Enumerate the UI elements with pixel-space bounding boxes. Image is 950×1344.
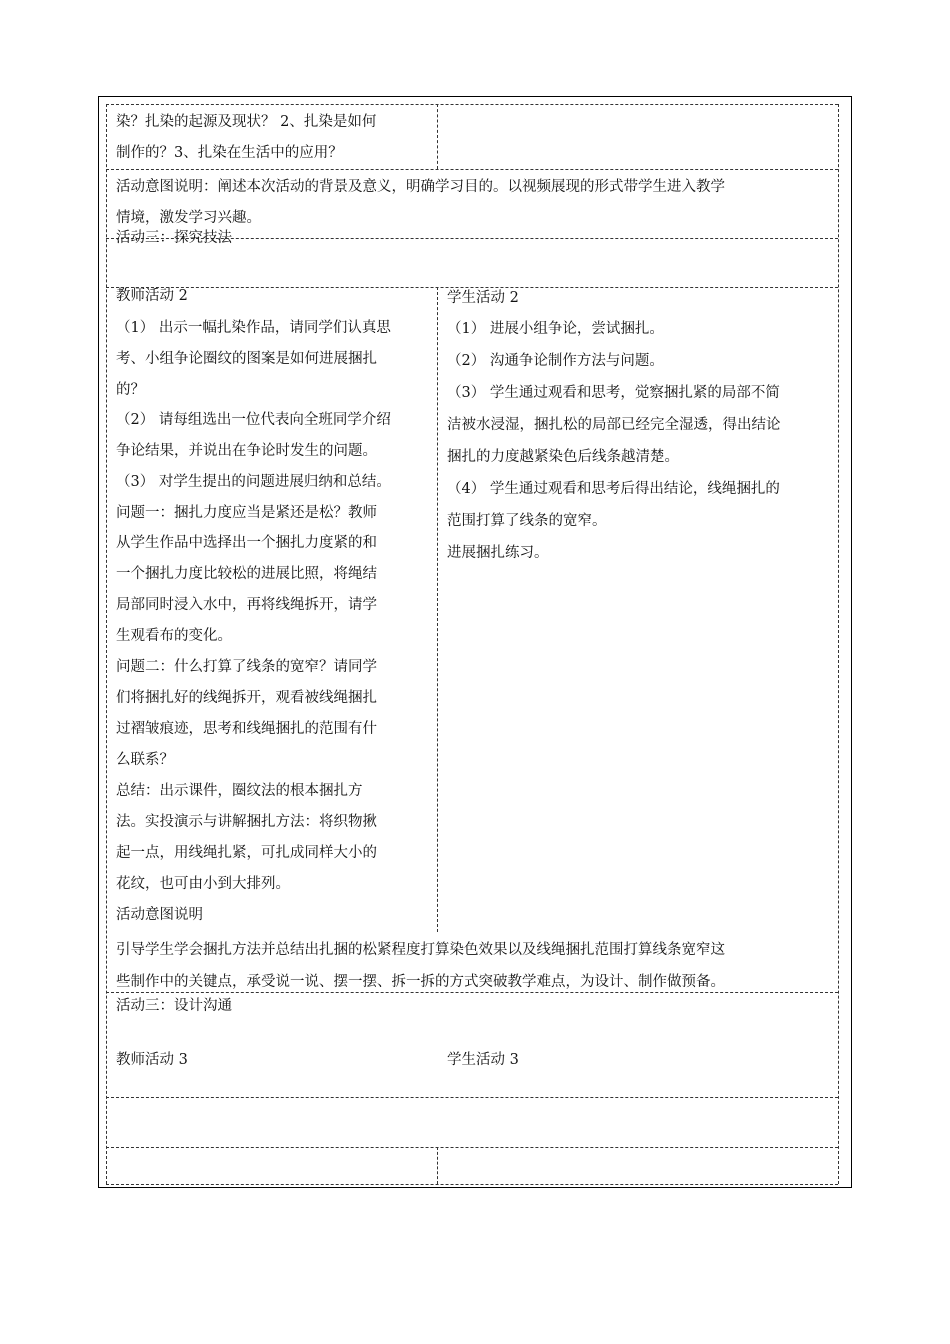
student-line: （1） 进展小组争论，尝试捆扎。: [447, 321, 664, 337]
row1-line: 染？扎染的起源及现状？ 2、扎染是如何: [116, 114, 377, 130]
student-line: 范围打算了线条的宽窄。: [447, 513, 607, 529]
student-line: （4） 学生通过观看和思考后得出结论，线绳捆扎的: [447, 481, 780, 497]
intent-line: 引导学生学会捆扎方法并总结出扎捆的松紧程度打算染色效果以及线绳捆扎范围打算线条宽窄这: [116, 942, 725, 958]
teacher-line: 么联系？: [116, 752, 174, 768]
student-activity-header: 学生活动 2: [447, 290, 519, 306]
row-divider: [106, 1097, 838, 1098]
student-line: （2） 沟通争论制作方法与问题。: [447, 353, 664, 369]
teacher-line: 生观看布的变化。: [116, 628, 232, 644]
section-title: 活动三：设计沟通: [116, 998, 232, 1014]
teacher-line: （1） 出示一幅扎染作品，请同学们认真思: [116, 320, 391, 336]
column-divider: [106, 104, 107, 1184]
teacher-line: 从学生作品中选择出一个捆扎力度紧的和: [116, 535, 377, 551]
teacher-line: 问题一：捆扎力度应当是紧还是松？教师: [116, 505, 377, 521]
teacher-line: 考、小组争论圈纹的图案是如何进展捆扎: [116, 351, 377, 367]
teacher-line: 过褶皱痕迹，思考和线绳捆扎的范围有什: [116, 721, 377, 737]
teacher-line: 局部同时浸入水中，再将线绳拆开，请学: [116, 597, 377, 613]
teacher-line: （2） 请每组选出一位代表向全班同学介绍: [116, 412, 391, 428]
teacher-line: 的？: [116, 382, 145, 398]
column-divider: [437, 287, 438, 932]
row1-line: 制作的？3、扎染在生活中的应用？: [116, 145, 343, 161]
row-divider: [106, 169, 838, 170]
student-line: 进展捆扎练习。: [447, 545, 549, 561]
teacher-line: 争论结果，并说出在争论时发生的问题。: [116, 443, 377, 459]
student-line: 洁被水浸湿，捆扎松的局部已经完全湿透，得出结论: [447, 417, 781, 433]
row-divider: [106, 104, 838, 105]
teacher-line: 法。实投演示与讲解捆扎方法：将织物揪: [116, 814, 377, 830]
teacher-line: 起一点，用线绳扎紧，可扎成同样大小的: [116, 845, 377, 861]
row-divider: [106, 1147, 838, 1148]
teacher-line: 们将捆扎好的线绳拆开，观看被线绳捆扎: [116, 690, 377, 706]
teacher-line: 问题二：什么打算了线条的宽窄？请同学: [116, 659, 377, 675]
student-activity-header: 学生活动 3: [447, 1052, 519, 1068]
section-title: 活动三：探究技法: [116, 230, 232, 246]
intent-line: 活动意图说明：阐述本次活动的背景及意义，明确学习目的。以视频展现的形式带学生进入教学: [116, 179, 725, 195]
teacher-activity-header: 教师活动 3: [116, 1052, 188, 1068]
row-divider: [106, 1184, 838, 1185]
column-divider: [838, 104, 839, 1184]
student-line: 捆扎的力度越紧染色后线条越清楚。: [447, 449, 679, 465]
teacher-line: 活动意图说明: [116, 907, 203, 923]
teacher-line: 一个捆扎力度比较松的进展比照，将绳结: [116, 566, 377, 582]
intent-line: 些制作中的关键点，承受说一说、摆一摆、拆一拆的方式突破教学难点，为设计、制作做预备。: [116, 974, 725, 990]
student-line: （3） 学生通过观看和思考，觉察捆扎紧的局部不简: [447, 385, 780, 401]
teacher-line: 花纹，也可由小到大排列。: [116, 876, 290, 892]
teacher-line: （3） 对学生提出的问题进展归纳和总结。: [116, 474, 391, 490]
column-divider: [437, 104, 438, 169]
teacher-line: 总结：出示课件，圈纹法的根本捆扎方: [116, 783, 363, 799]
column-divider: [437, 1147, 438, 1184]
teacher-activity-header: 教师活动 2: [116, 288, 188, 304]
intent-line: 情境，激发学习兴趣。: [116, 210, 261, 226]
